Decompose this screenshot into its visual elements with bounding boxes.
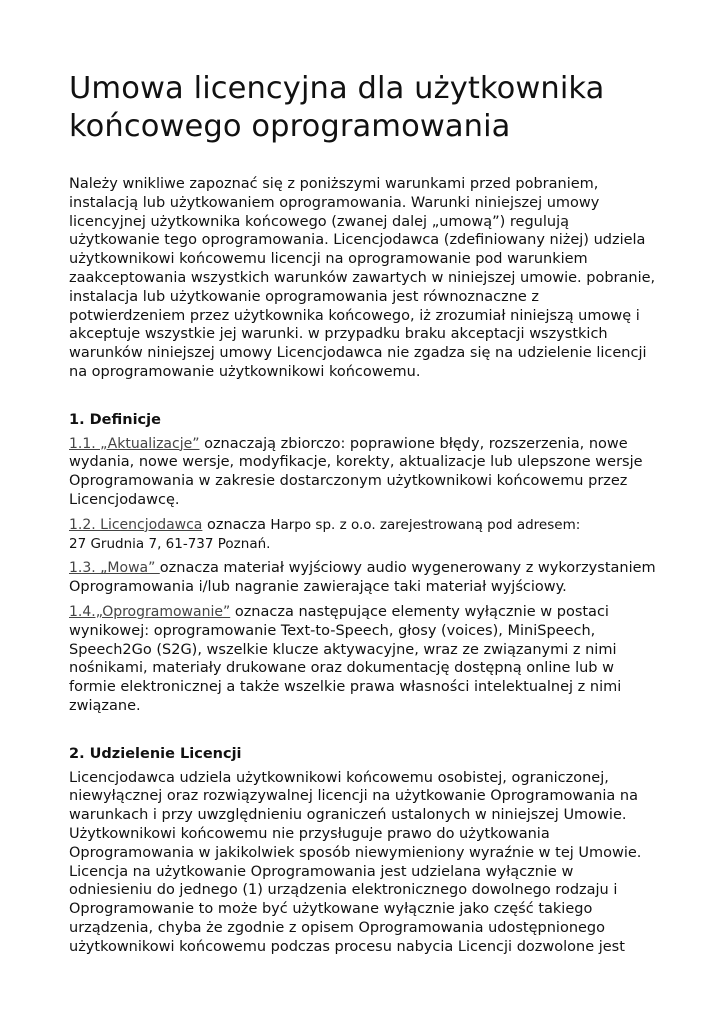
- definition-text: oznacza materiał wyjściowy audio wygenerowany z wykorzystaniem Oprogramowania i/lub nagranie zawierające taki materiał wyjściowy.: [69, 560, 656, 596]
- definition-1-4: [69, 603, 659, 716]
- definition-1-1: [69, 435, 659, 510]
- definition-term: 1.1. „Aktualizacje”: [69, 435, 200, 452]
- definition-address: 27 Grudnia 7, 61-737 Poznań.: [69, 535, 271, 552]
- section-1-heading: 1. Definicje: [69, 411, 161, 428]
- definition-text: Harpo sp. z o.o. zarejestrowaną pod adresem:: [266, 516, 581, 533]
- definition-text-lead: oznacza: [202, 516, 267, 533]
- section-2-paragraph: Licencjodawca udziela użytkownikowi końcowemu osobistej, ograniczonej, niewyłącznej oraz rozwiązywalnej licencji na użytkowanie Oprogramowania na warunkach i przy uwzględnieniu ograniczeń ustalonych w niniejszej Umowie. Użytkownikowi końcowemu nie przysługuje prawo do użytkowania Oprogramowania w jakikolwiek sposób niewymieniony wyraźnie w tej Umowie. Licencja na użytkowanie Oprogramowania jest udzielana wyłącznie w odniesieniu do jednego (1) urządzenia elektronicznego dowolnego rodzaju i Oprogramowanie to może być użytkowane wyłącznie jako część takiego urządzenia, chyba że zgodnie z opisem Oprogramowania udostępnionego użytkownikowi końcowemu podczas procesu nabycia Licencji dozwolone jest: [69, 769, 642, 955]
- intro-paragraph: Należy wnikliwe zapoznać się z poniższymi warunkami przed pobraniem, instalacją lub użytkowaniem oprogramowania. Warunki niniejszej umowy licencyjnej użytkownika końcowego (zwanej dalej „umową”) regulują użytkowanie tego oprogramowania. Licencjodawca (zdefiniowany niżej) udziela użytkownikowi końcowemu licencji na oprogramowanie pod warunkiem zaakceptowania wszystkich warunków zawartych w niniejszej umowie. pobranie, instalacja lub użytkowanie oprogramowania jest równoznaczne z potwierdzeniem przez użytkownika końcowego, iż zrozumiał niniejszą umowę i akceptuje wszystkie jej warunki. w przypadku braku akceptacji wszystkich warunków niniejszej umowy Licencjodawca nie zgadza się na udzielenie licencji na oprogramowanie użytkownikowi końcowemu.: [69, 176, 656, 380]
- definition-1-2: [69, 516, 659, 554]
- definition-term: 1.4.„Oprogramowanie”: [69, 603, 231, 620]
- document-page: [69, 70, 659, 956]
- definition-text: oznaczają zbiorczo: poprawione błędy, rozszerzenia, nowe wydania, nowe wersje, modyfikacje, korekty, aktualizacje lub ulepszone wersje Oprogramowania w zakresie dostarczonym użytkownikowi końcowemu przez Licencjodawcę.: [69, 435, 643, 508]
- definition-term: 1.2. Licencjodawca: [69, 516, 203, 533]
- definition-1-3: [69, 559, 659, 597]
- document-title: Umowa licencyjna dla użytkownika końcowego oprogramowania: [69, 71, 605, 144]
- section-2-heading: 2. Udzielenie Licencji: [69, 745, 242, 762]
- definition-text: oznacza następujące elementy wyłącznie w postaci wynikowej: oprogramowanie Text-to-Speech, głosy (voices), MiniSpeech, Speech2Go (S2G), wszelkie klucze aktywacyjne, wraz ze związanymi z nimi nośnikami, materiały drukowane oraz dokumentację dostępną online lub w formie elektronicznej a także wszelkie prawa własności intelektualnej z nimi związane.: [69, 603, 622, 714]
- definition-term: 1.3. „Mowa”: [69, 560, 160, 577]
